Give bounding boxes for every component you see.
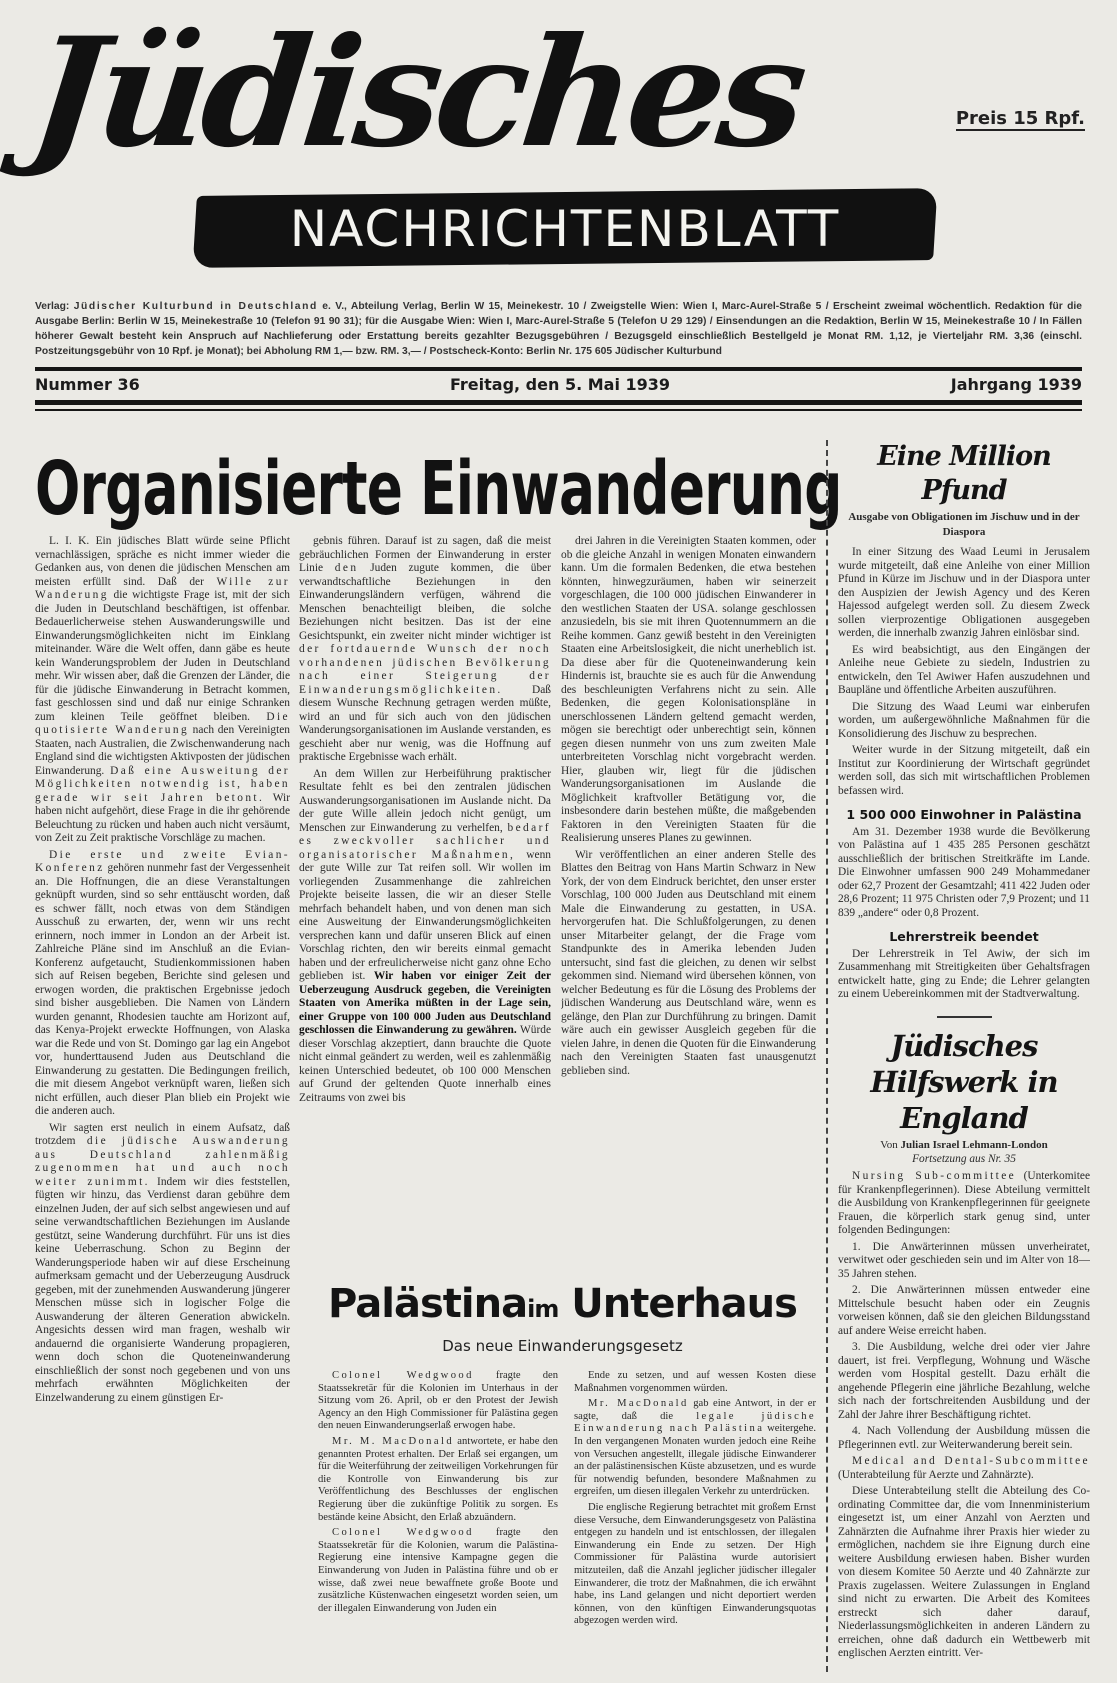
emphasis: Die erste und zweite Evian-Konferenz [35, 848, 290, 874]
emphasis: Colonel Wedgwood [332, 1527, 474, 1539]
masthead-title: Jüdisches [22, 5, 810, 181]
imprint [35, 299, 1082, 359]
million-title: Eine Million Pfund [877, 441, 1051, 506]
emphasis: Daß eine Ausweitung der Möglichkeiten notwendig ist, haben gerade wir seit Jahren betont. [35, 764, 290, 804]
emphasis: Mr. M. MacDonald [332, 1435, 455, 1447]
emphasis: Mr. MacDonald [588, 1398, 689, 1410]
masthead-subtitle: NACHRICHTENBLATT [289, 200, 841, 258]
hilfswerk-body [838, 1170, 1090, 1661]
palestine-headline [300, 1278, 825, 1335]
paragraph: 3. Die Ausbildung, welche drei oder vier Jahre dauert, ist frei. Verpflegung, Wohnung und Wäsche werden vom Hospital gestellt. Dazu erhält die angehende Pflegerin eine jährliche Bezahlung, welche sich nach der fortschreitenden Ausbildung und der Zahl der Jahre ihrer Beschäftigung richtet. [838, 1341, 1090, 1421]
paragraph: 1. Die Anwärterinnen müssen unverheiratet, verwitwet oder geschieden sein und im Alter von 18—35 Jahren stehen. [838, 1240, 1090, 1280]
palestine-column-2 [574, 1370, 816, 1670]
paragraph: Wir veröffentlichen an einer anderen Stelle des Blattes den Beitrag von Hans Martin Schwarz in New York, der von dem Eindruck berichtet, den unser erster Vorschlag, 100 000 Juden aus Deutschland mit einem Male die Einwanderung zu gestatten, in USA. hervorgerufen hat. Die Schlußfolgerungen, zu denen unser Mitarbeiter gelangt, der die Frage vom Standpunkte des in Amerika lebenden Juden untersucht, sind fast die gleichen, zu denen wir selbst gekommen sind. Niemand wird übersehen können, von welcher Bedeutung es für die Lösung des Problems der jüdischen Wanderung aus Deutschland wäre, wenn es gelänge, den Plan zur Durchführung zu bringen. Damit wäre auch ein gewisser Ausgleich gegeben für die vielen Jahre, in denen die Quoten für die Einwanderung nach den Vereinigten Staaten fast unausgenutzt geblieben sind. [561, 848, 816, 1077]
headline-word: Unterhaus [571, 1281, 797, 1327]
population-body [838, 826, 1090, 921]
hilfswerk-continuation: Fortsetzung aus Nr. 35 [912, 1152, 1016, 1165]
emphasis: Die quotisierte Wanderung [35, 710, 290, 736]
emphasis: legale jüdische Einwanderung nach Palästina [574, 1410, 816, 1435]
byline-author: Julian Israel Lehmann-London [900, 1138, 1048, 1151]
paragraph: Die erste und zweite Evian-Konferenz gehören nunmehr fast der Vergessenheit an. Die Hoffnungen, die an diese Veranstaltungen geknüpft wurden, sind so sehr enttäuscht worden, daß es schwer fällt, noch etwas von dem Ständigen Ausschuß zu erwarten, der, wenn wir uns recht erinnern, noch immer in London an der Arbeit ist. Zahlreiche Pläne sind im Anschluß an die Evian-Konferenz aufgetaucht, Studienkommissionen haben sich auf Reisen begeben, Berichte sind gelesen und erwogen worden, die praktischen Ergebnisse jedoch sind bisher ausgeblieben. Die Namen von Ländern wurden genannt, Rhodesien tauchte am Horizont auf, das Kenya-Projekt erweckte Hoffnungen, von Alaska war die Rede und von St. Domingo gar lag ein Angebot vor, hunderttausend Juden aus Deutschland die Einwanderung zu gestatten. Die Bedingungen freilich, die mit diesem Angebot verknüpft waren, ließen sich nicht erfüllen, auch dieser Plan blieb ein Projekt wie die anderen auch. [35, 848, 290, 1117]
paragraph: Weiter wurde in der Sitzung mitgeteilt, daß ein Institut zur Koordinierung der Wirtschaft gegründet werden soll, das sich mit wirtschaftlichen Problemen befassen wird. [838, 744, 1090, 797]
paragraph: Mr. M. MacDonald antwortete, er habe den genannten Protest erhalten. Der Erlaß sei ergangen, um für die Weiterführung der zeitweiligen Vorkehrungen für die Kontrolle von Einwanderung bis zur Veröffentlichung des Beschlusses der englischen Regierung über die zukünftige Politik zu sorgen. Es bestände keine Absicht, den Erlaß abzuändern. [318, 1435, 558, 1523]
main-headline: Organisierte Einwanderung [35, 446, 842, 532]
million-body [838, 546, 1090, 798]
paragraph: Die Sitzung des Waad Leumi war einberufen worden, um außergewöhnliche Maßnahmen für die Konsolidierung des Jischuw zu besprechen. [838, 700, 1090, 740]
paragraph: Am 31. Dezember 1938 wurde die Bevölkerung von Palästina auf 1 435 285 Personen geschätzt ausschließlich der britischen Streitkräfte im Lande. Die Einwohner umfassen 900 249 Mohammedaner oder 62,7 Prozent der Gesamtzahl; 411 422 Juden oder 28,6 Prozent; 11 975 Christen oder 7,9 Prozent; und 11 839 „andere“ oder 0,8 Prozent. [838, 825, 1090, 919]
paragraph: Mr. MacDonald gab eine Antwort, in der er sagte, daß die legale jüdische Einwanderung nach Palästina weitergehe. In den vergangenen Monaten wurden jedoch eine Reihe von Versuchen angestellt, illegale jüdische Einwanderer an der palästinensischen Küste abzusetzen, und es wurde für notwendig befunden, besondere Maßnahmen zu ergreifen, um diesen illegalen Verkehr zu unterdrücken. [574, 1398, 816, 1498]
emphasis: Colonel Wedgwood [332, 1370, 474, 1381]
dateline [35, 375, 1082, 399]
sidebar-column [838, 440, 1090, 1672]
strike-title: Lehrerstreik beendet [889, 929, 1039, 944]
population-title: 1 500 000 Einwohner in Palästina [846, 807, 1082, 822]
paragraph: drei Jahren in die Vereinigten Staaten kommen, oder ob die gleiche Anzahl in wenigen Monaten einwandern kann. Um die formalen Bedenken, die etwa bestehen könnten, hinwegzuräumen, haben wir seinerzeit vorgeschlagen, die 100 000 jüdischen Einwanderer in den westlichen Staaten der USA. solange geschlossen anzusiedeln, bis sie mit ihren Quotennummern an die Reihe kommen. Ganz gewiß besteht in den Vereinigten Staaten eine Arbeitslosigkeit, die nicht unerheblich ist. Da diese aber für die Quoteneinwanderung kein Hindernis ist, brauchte sie es auch für die Anwendung des beschleunigten Verfahrens nicht zu sein. Alle Bedenken, die gegen Kolonisationspläne in unerschlossenen Ländern geltend gemacht werden, mögen sie berechtigt oder unberechtigt sein, können gegen diesen nunmehr von uns zum zweiten Male unterbreiteten Vorschlag nicht vorgebracht werden. Hier, glauben wir, liegt für die jüdischen Wanderungsorganisationen im Auslande die Möglichkeit kraftvoller Betätigung vor, die insbesondere darin bestehen müßte, die maßgebenden Faktoren in den Vereinigten Staaten für die Realisierung unseres Planes zu gewinnen. [561, 535, 816, 844]
main-article-column-1 [35, 535, 290, 1672]
emphasis: der fortdauernde Wunsch der noch vorhandenen jüdischen Bevölkerung nach einer Steigerung der Einwanderungsmöglichkeiten. [299, 643, 551, 696]
issue-volume: Jahrgang 1939 [950, 375, 1082, 394]
palestine-subtitle: Das neue Einwanderungsgesetz [442, 1337, 683, 1355]
paragraph: Colonel Wedgwood fragte den Staatssekretär für die Kolonien, warum die Palästina-Regierung eine intensive Kampagne gegen die Einwanderung von Juden in Palästina führe und ob er wisse, daß zwei neue bewaffnete große Boote und zusätzliche Küstenwachen eingesetzt worden seien, um der illegalen Einwanderung von Juden ein [318, 1527, 558, 1614]
palestine-column-1 [318, 1370, 558, 1670]
paragraph: 2. Die Anwärterinnen müssen entweder eine Mittelschule besucht haben oder ein Zeugnis vorweisen können, daß sie den gleichen Bildungsstand auf andere Weise erreicht haben. [838, 1284, 1090, 1337]
paragraph: L. I. K. Ein jüdisches Blatt würde seine Pflicht vernachlässigen, spräche es nicht immer wieder die Gedanken aus, von denen die jüdischen Menschen am meisten erfüllt sind. Daß der Wille zur Wanderung die wichtigste Frage ist, mit der sich die Juden in Deutschland beschäftigen, ist offenbar. Bedauerlicherweise stehen Auswanderungswille und Einwanderungsmöglichkeiten nicht im Einklang miteinander. Wäre die Welt offen, dann gäbe es heute kein Wanderungsproblem der Juden in Deutschland mehr. Wir wissen aber, daß die Grenzen der Länder, die für die jüdische Einwanderung in Betracht kommen, fast geschlossen sind und daß nur einige Schranken zum kleinen Teile geöffnet bleiben. Die quotisierte Wanderung nach den Vereinigten Staaten, nach Australien, die Zwischenwanderung nach England sind die wichtigsten Aktivposten der jüdischen Einwanderung. Daß eine Ausweitung der Möglichkeiten notwendig ist, haben gerade wir seit Jahren betont. Wir haben nicht aufgehört, diese Frage in die ihr gehörende Beleuchtung zu rücken und haben auch nicht versäumt, von Zeit zu Zeit praktische Vorschläge zu machen. [35, 535, 290, 844]
rule-double-thin [35, 409, 1082, 411]
byline-prefix: Von [880, 1138, 901, 1151]
paragraph: Colonel Wedgwood fragte den Staatssekretär für die Kolonien im Unterhaus in der Sitzung vom 26. April, ob er den Protest der Jewish Agency an den High Commissioner für Palästina gegen den neuen Einwanderungserlaß erwogen habe. [318, 1370, 558, 1432]
main-article-column-2 [299, 535, 551, 1267]
paragraph: Diese Unterabteilung stellt die Abteilung des Co-ordinating Committee dar, die vom Innenministerium eingesetzt ist, um einer Anzahl von Aerzten und Zahnärzten die Aufnahme ihrer Praxis hier wieder zu ermöglichen, nachdem sie ihre Eignung durch eine weitere Ausbildung erwiesen haben. Bisher wurden von diesem Komitee 50 Aerzte und 40 Zahnärzte zur Praxis zugelassen. Weitere Zulassungen in England sind nicht zu erwarten. Die Arbeit des Komitees erstreckt sich daher darauf, Niederlassungsmöglichkeiten in anderen Ländern zu erreichen, ohne daß dadurch ein Wettbewerb mit englischen Aerzten eintritt. Ver- [838, 1485, 1090, 1659]
issue-number: Nummer 36 [35, 375, 140, 394]
imprint-prefix: Verlag: [35, 301, 74, 312]
paragraph: Nursing Sub-committee (Unterkomitee für Krankenpflegerinnen). Diese Abteilung vermittelt die Ausbildung von Krankenpflegerinnen für geeignete Frauen, die körperlich stark genug sind, unter folgenden Bedingungen: [838, 1170, 1090, 1236]
paragraph: Wir sagten erst neulich in einem Aufsatz, daß trotzdem die jüdische Auswanderung aus Deutschland zahlenmäßig zugenommen hat und auch noch weiter zunimmt. Indem wir dies feststellen, fügten wir hinzu, das Verdienst daran gebühre dem einzelnen Juden, der auf sich selbst angewiesen und auf seine verwandtschaftlichen Beziehungen im Auslande gestützt, seine Wanderung durchführt. Für uns ist dies keine Ueberraschung. Schon zu Beginn der Wanderungsperiode haben wir auf diese Erscheinung aufmerksam gemacht und der Ueberzeugung Ausdruck gegeben, mit der zunehmenden Auswanderung jüngerer Menschen müsse sich in logischer Folge die Auswanderung der älteren Generation abwickeln. Angesichts dessen wird man fragen, weshalb wir andauernd die organisierte Wanderung propagieren, wenn doch schon die Quoteneinwanderung einschließlich der sonst noch gegebenen und von uns mehrfach erwähnten Möglichkeiten der Einzelwanderung zu einem günstigen Er- [35, 1121, 290, 1404]
paragraph: Die englische Regierung betrachtet mit großem Ernst diese Versuche, dem Einwanderungsgesetz von Palästina entgegen zu handeln und ist entschlossen, der illegalen Einwanderung ein Ende zu setzen. Der High Commissioner für Palästina wurde autorisiert mitzuteilen, daß die Anzahl jeglicher jüdischer illegaler Einwanderer, die trotz der Maßnahmen, die ich erwähnt habe, ins Land gelangen und nicht deportiert werden können, von den künftigen Einwanderungsquotas abgezogen werden wird. [574, 1501, 816, 1627]
paragraph: An dem Willen zur Herbeiführung praktischer Resultate fehlt es bei den zentralen jüdischen Auswanderungsorganisationen im Auslande nicht. Da der gute Wille allein jedoch nicht genügt, um Menschen zur Einwanderung zu verhelfen, bedarf es zweckvoller sachlicher und organisatorischer Maßnahmen, wenn der gute Wille zur Tat reifen soll. Wir wollen im vorliegenden Zusammenhange die zahlreichen Projekte beiseite lassen, die wir an dieser Stelle mehrfach behandelt haben, und von denen man sich eine Ausweitung der Einwanderungsmöglichkeiten versprechen kann und dafür unseren Blick auf einen Vorschlag richten, den wir bereits einmal gemacht haben und der erfreulicherweise nicht ganz ohne Echo geblieben ist. Wir haben vor einiger Zeit der Ueberzeugung Ausdruck gegeben, die Vereinigten Staaten von Amerika müßten in der Lage sein, einer Gruppe von 100 000 Juden aus Deutschland geschlossen die Einwanderung zu gewähren. Würde dieser Vorschlag akzeptiert, dann brauchte die Quote nicht einmal geändert zu werden, weil es zahlenmäßig keinen Unterschied bedeutet, ob 100 000 Menschen auf Grund der geltenden Quote innerhalb eines Zeitraums von zwei bis [299, 767, 551, 1104]
paragraph: Der Lehrerstreik in Tel Awiw, der sich im Zusammenhang mit Streitigkeiten über Gehaltsfragen entwickelt hatte, ging zu Ende; die Lehrer gelangten zu einem Uebereinkommen mit der Stadtverwaltung. [838, 947, 1090, 1000]
separator [937, 1016, 992, 1018]
hilfswerk-byline [838, 1138, 1090, 1153]
emphasis: bedarf es zweckvoller sachlicher und organisatorischer Maßnahmen, [299, 821, 551, 861]
emphasis: Wir haben vor einiger Zeit der Ueberzeugung Ausdruck gegeben, die Vereinigten Staaten von Amerika müßten in der Lage sein, einer Gruppe von 100 000 Juden aus Deutschland geschlossen die Einwanderung zu gewähren. [299, 970, 551, 1036]
emphasis: Medical and Dental-Subcommittee [852, 1455, 1090, 1467]
paragraph: In einer Sitzung des Waad Leumi in Jerusalem wurde mitgeteilt, daß eine Anleihe von einer Million Pfund in Kürze im Jischuw und in der Diaspora unter den Auspizien der Jewish Agency und des Keren Hajessod aufgelegt werden soll. Zu diesem Zweck sollen vierprozentige Obligationen ausgegeben werden, die innerhalb zwanzig Jahren einlösbar sind. [838, 546, 1090, 639]
paragraph: Es wird beabsichtigt, aus den Eingängen der Anleihe neue Gebiete zu siedeln, Industrien zu entwickeln, den Tel Awiwer Hafen auszudehnen und Baupläne und öffentliche Arbeiten auszuführen. [838, 643, 1090, 696]
main-article-column-3 [561, 535, 816, 1267]
price-label: Preis 15 Rpf. [955, 108, 1085, 129]
issue-date: Freitag, den 5. Mai 1939 [450, 375, 671, 394]
imprint-text: e. V., Abteilung Verlag, Berlin W 15, Meinekestr. 10 / Zweigstelle Wien: Wien I, Marc-Aurel-Straße 5 / Erscheint zweimal wöchentlich. Redaktion für die Ausgabe Berlin: Berlin W 15, Meinekestraße 10 (Telefon 91 90 31); für die Ausgabe Wien: Wien I, Marc-Aurel-Straße 5 (Telefon U 29 129) / Einsendungen an die Redaktion, Berlin W 15, Meinekestraße 10 / In Fällen höherer Gewalt besteht kein Anspruch auf Nachlieferung oder Erstattung bereits gezahlter Bezugsgebühren / Bezugsgeld einschließlich Bestellgeld je Monat RM. 1,12, je Vierteljahr RM. 3,36 (einschl. Postzeitungsgebühr von 10 Rpf. je Monat); bei Abholung RM 1,— bzw. RM. 3,— / [35, 301, 1082, 357]
rule-double-thick [35, 400, 1082, 405]
headline-word: im [527, 1295, 559, 1323]
emphasis: die jüdische Auswanderung aus Deutschland zahlenmäßig zugenommen hat und auch noch weiter zunimmt. [35, 1135, 290, 1188]
emphasis: den [334, 562, 359, 574]
column-divider [826, 440, 828, 1672]
paragraph: 4. Nach Vollendung der Ausbildung müssen die Pflegerinnen evtl. zur Weiterwanderung bereit sein. [838, 1425, 1090, 1451]
paragraph: gebnis führen. Darauf ist zu sagen, daß die meist gebräuchlichen Formen der Einwanderung in erster Linie den Juden zugute kommen, die über verwandtschaftliche Beziehungen in den Einwanderungsländern verfügen, während die Menschen benachteiligt bleiben, die solche Beziehungen nicht besitzen. Das ist der eine Gesichtspunkt, ein zweiter nicht minder wichtiger ist der fortdauernde Wunsch der noch vorhandenen jüdischen Bevölkerung nach einer Steigerung der Einwanderungsmöglichkeiten. Daß diesem Wunsche Rechnung getragen werden müßte, wird an und für sich auch von den jüdischen Wanderungsorganisationen im Auslande verstanden, es geschieht aber nur wenig, was die Hoffnung auf praktische Ergebnisse wach erhält. [299, 535, 551, 763]
imprint-account: Postscheck-Konto: Berlin Nr. 175 605 Jüdischer Kulturbund [429, 346, 722, 357]
million-subtitle: Ausgabe von Obligationen im Jischuw und in der Diaspora [848, 511, 1080, 538]
emphasis: Nursing Sub-committee [852, 1170, 1017, 1182]
hilfswerk-title: Jüdisches Hilfswerk in England [870, 1028, 1058, 1135]
imprint-publisher: Jüdischer Kulturbund in Deutschland [73, 301, 318, 312]
emphasis: Wille zur Wanderung [35, 575, 290, 601]
headline-word: Palästina [328, 1281, 528, 1327]
strike-body [838, 948, 1090, 1002]
paragraph: Ende zu setzen, und auf wessen Kosten diese Maßnahmen vorgenommen würden. [574, 1370, 816, 1394]
paragraph: Medical and Dental-Subcommittee (Unterabteilung für Aerzte und Zahnärzte). [838, 1455, 1090, 1481]
rule-top [35, 367, 1082, 371]
